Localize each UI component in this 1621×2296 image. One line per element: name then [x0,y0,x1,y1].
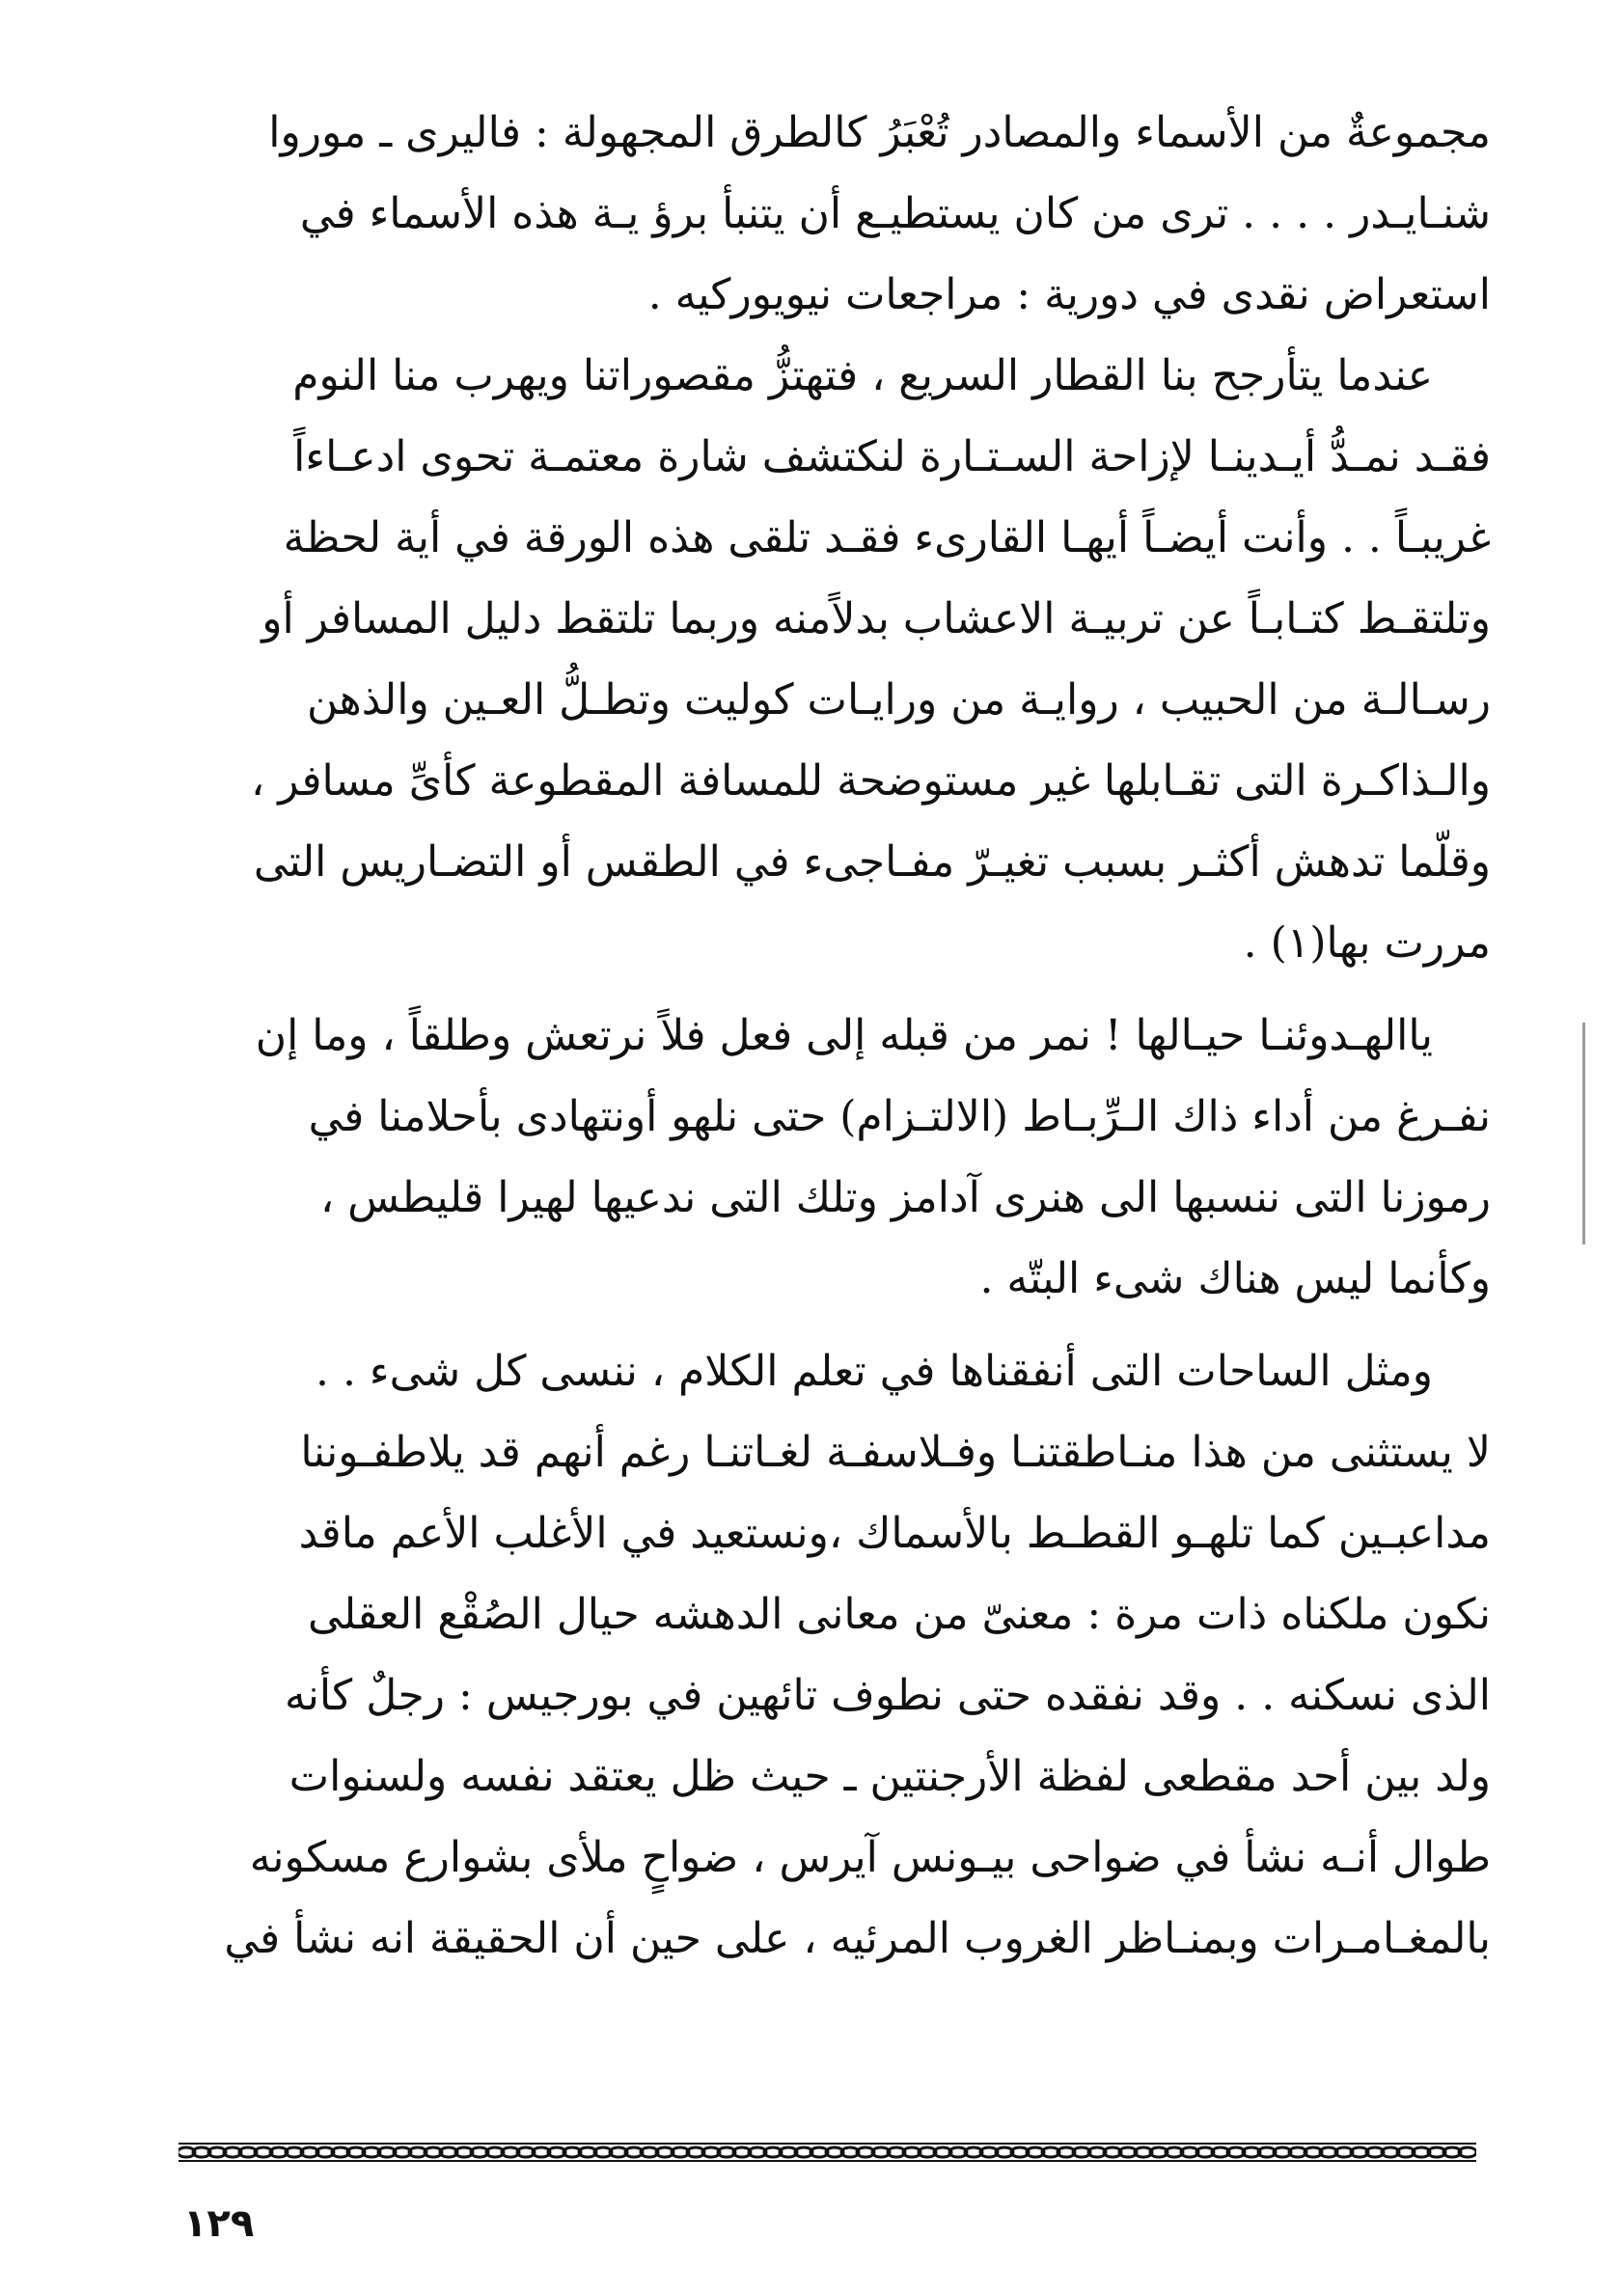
text-line: وتلتقـط كتـابـاً عن تربيـة الاعشاب بدلاًمنه وربما تلتقط دليل المسافر أو [261,594,1491,643]
text-line: غريبـاً . . وأنت أيضـاً أيهـا القارىء فقـد تلقى هذه الورقة في أية لحظة [283,513,1491,562]
text-line: ولد بين أحد مقطعى لفظة الأرجنتين ـ حيث ظل يعتقد نفسه ولسنوات [288,1752,1491,1801]
text-line: مداعبـين كما تلهـو القطـط بالأسماك ،ونستعيد في الأغلب الأعم ماقد [298,1509,1491,1558]
text-line: فقـد نمـدُّ أيـدينـا لإزاحة السـتـارة لنكتشف شارة معتمـة تحوى ادعـاءاً [293,432,1491,481]
text-line: مررت بها(١) . [1243,918,1491,968]
text-line: استعراض نقدى في دورية : مراجعات نيويوركيه . [647,270,1491,319]
paragraph-gap [174,1320,1491,1331]
body-text [174,93,1491,1980]
paragraph-1 [174,93,1491,336]
text-line: ومثل الساحات التى أنفقناها في تعلم الكلام ، ننسى كل شىء . . [315,1347,1433,1396]
ornamental-divider [179,2142,1476,2163]
text-line: نفـرغ من أداء ذاك الـرِّبـاط (الالتـزام) حتى نلهو أونتهادى بأحلامنا في [308,1092,1491,1141]
text-line: ياالهـدوئنـا حيـالها ! نمر من قبله إلى فعل فلاً نرتعش وطلقاً ، وما إن [255,1011,1433,1060]
text-line: لا يستثنى من هذا منـاطقتنـا وفـلاسفـة لغـاتنـا رغم أنهم قد يلاطفـوننا [300,1428,1491,1477]
paragraph-4 [174,1331,1491,1980]
text-line: رسـالـة من الحبيب ، روايـة من ورايـات كوليت وتطـلُّ العـين والذهن [307,675,1491,724]
paragraph-gap [174,984,1491,996]
paragraph-3 [174,996,1491,1320]
text-line: والـذاكـرة التى تقـابلها غير مستوضحة للمسافة المقطوعة كأىِّ مسافر ، [251,756,1491,806]
text-line: وقلّما تدهش أكثـر بسبب تغيـرّ مفـاجىء في الطقس أو التضـاريس التى [253,837,1491,887]
text-line: مجموعةٌ من الأسماء والمصادر تُعْبَرُ كالطرق المجهولة : فاليرى ـ موروا [268,108,1491,157]
text-line: نكون ملكناه ذات مرة : معنىّ من معانى الدهشه حيال الصُقْع العقلى [308,1590,1491,1639]
page-number: ١٢٩ [183,2201,255,2246]
paragraph-2 [174,336,1491,984]
text-line: وكأنما ليس هناك شىء البتّه . [979,1254,1491,1303]
text-line: رموزنا التى ننسبها الى هنرى آدامز وتلك التى ندعيها لهيرا قليطس ، [319,1173,1491,1222]
text-line: الذى نسكنه . . وقد نفقده حتى نطوف تائهين في بورجيس : رجلٌ كأنه [285,1671,1491,1720]
text-line: طوال أنـه نشأ في ضواحى بيـونس آيرس ، ضواحٍ ملأى بشوارع مسكونه [249,1833,1491,1882]
text-line: عندما يتأرجح بنا القطار السريع ، فتهتزُّ مقصوراتنا ويهرب منا النوم [292,351,1433,400]
text-line: شنـايـدر . . . . ترى من كان يستطيـع أن يتنبأ برؤ يـة هذه الأسماء في [299,189,1491,238]
text-line: بالمغـامـرات وبمنـاظر الغروب المرئيه ، على حين أن الحقيقة انه نشأ في [224,1914,1491,1963]
scan-margin-mark [1582,1023,1585,1244]
